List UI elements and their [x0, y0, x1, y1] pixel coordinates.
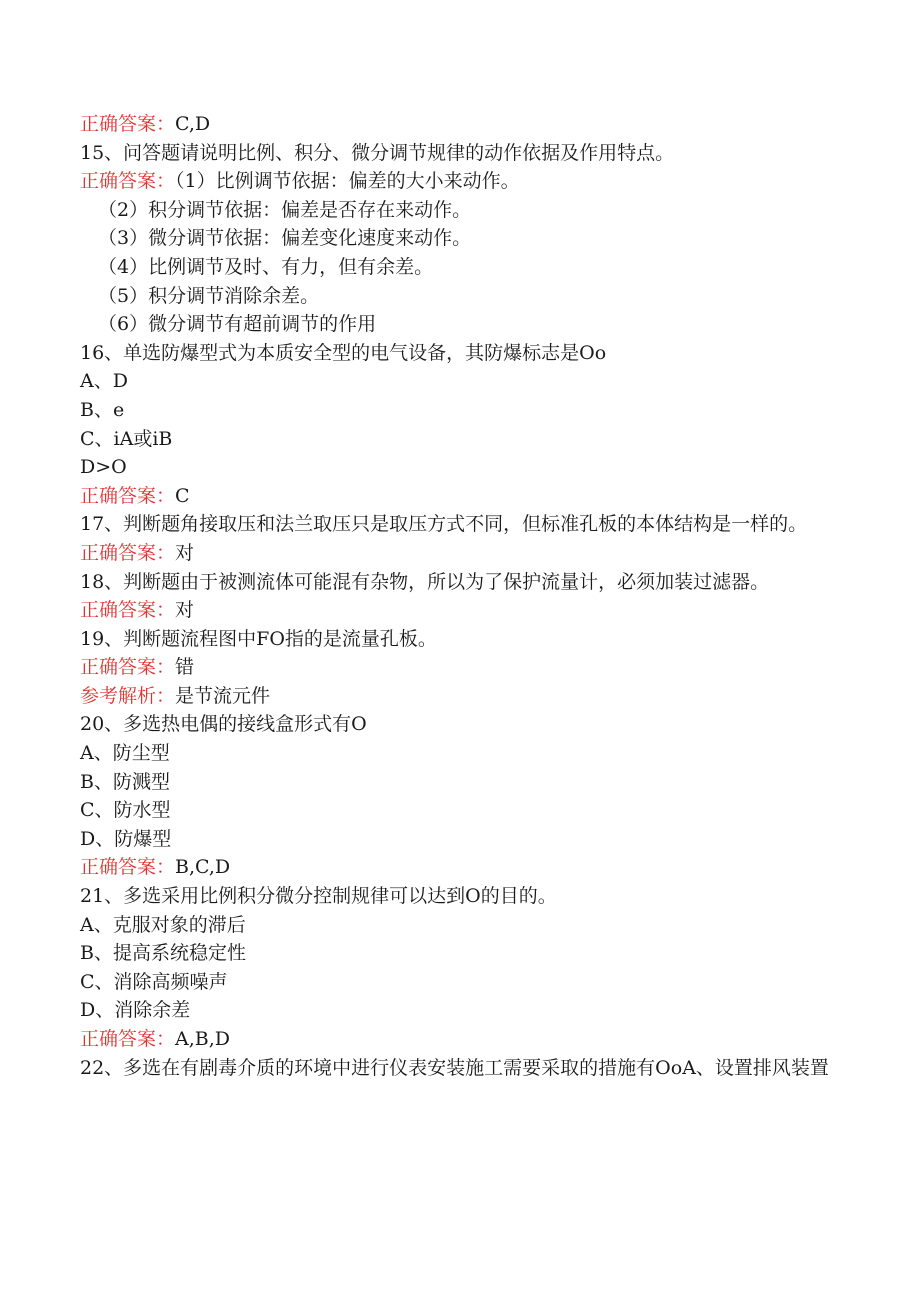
option-item: A、防尘型 — [80, 742, 170, 765]
question-20-stem: 20、多选热电偶的接线盒形式有O — [80, 713, 367, 736]
option-item: C、防水型 — [80, 799, 171, 822]
option-item: C、iA或iB — [80, 427, 173, 450]
answer-continuation: （5）积分调节消除余差。 — [98, 284, 320, 307]
answer-continuation: （2）积分调节依据：偏差是否存在来动作。 — [98, 198, 472, 221]
answer-line-q21 — [80, 1025, 840, 1054]
option-item: A、克服对象的滞后 — [80, 913, 246, 936]
analysis-value: 是节流元件 — [175, 684, 271, 707]
answer-value: B,C,D — [175, 856, 231, 879]
option-item: B、e — [80, 398, 125, 421]
question-22-stem: 22、多选在有剧毒介质的环境中进行仪表安装施工需要采取的措施有OoA、设置排风装置 — [80, 1056, 829, 1079]
answer-value: （1）比例调节依据：偏差的大小来动作。 — [175, 170, 520, 193]
answer-continuation: （4）比例调节及时、有力，但有余差。 — [98, 255, 434, 278]
analysis-line-q19 — [80, 682, 840, 711]
question-18-stem: 18、判断题由于被测流体可能混有杂物，所以为了保护流量计，必须加装过滤器。 — [80, 570, 770, 593]
answer-label: 正确答案： — [80, 856, 176, 879]
answer-value: A,B,D — [175, 1028, 231, 1050]
answer-line-q18 — [80, 596, 840, 625]
answer-line-q19 — [80, 653, 840, 682]
answer-value: C — [175, 484, 190, 507]
answer-value: 对 — [175, 599, 195, 622]
answer-line-q14 — [80, 110, 840, 139]
option-item: C、消除高频噪声 — [80, 970, 228, 993]
answer-value: 对 — [175, 541, 195, 564]
answer-label: 正确答案： — [80, 656, 176, 679]
answer-label: 正确答案： — [80, 113, 176, 135]
option-item: A、D — [80, 370, 128, 393]
answer-label: 正确答案： — [80, 541, 176, 564]
question-21-stem: 21、多选采用比例积分微分控制规律可以达到O的目的。 — [80, 885, 557, 908]
exam-page — [80, 110, 840, 1082]
answer-label: 正确答案： — [80, 1028, 176, 1050]
answer-continuation: （6）微分调节有超前调节的作用 — [98, 313, 377, 336]
answer-line-q16 — [80, 482, 840, 511]
answer-label: 正确答案： — [80, 484, 176, 507]
option-item: B、防溅型 — [80, 770, 170, 793]
option-item: D、防爆型 — [80, 827, 172, 850]
option-item: D、消除余差 — [80, 999, 191, 1022]
answer-continuation: （3）微分调节依据：偏差变化速度来动作。 — [98, 227, 472, 250]
question-19-stem: 19、判断题流程图中FO指的是流量孔板。 — [80, 627, 437, 650]
answer-label: 正确答案： — [80, 599, 176, 622]
option-item: B、提高系统稳定性 — [80, 942, 246, 965]
question-15-stem: 15、问答题请说明比例、积分、微分调节规律的动作依据及作用特点。 — [80, 141, 675, 164]
answer-value: 错 — [175, 656, 195, 679]
question-17-stem: 17、判断题角接取压和法兰取压只是取压方式不同，但标准孔板的本体结构是一样的。 — [80, 513, 808, 536]
answer-line-q15 — [80, 167, 840, 196]
option-item: D>O — [80, 456, 127, 479]
answer-line-q20 — [80, 853, 840, 882]
question-16-stem: 16、单选防爆型式为本质安全型的电气设备，其防爆标志是Oo — [80, 341, 607, 364]
answer-label: 正确答案： — [80, 170, 176, 193]
answer-line-q17 — [80, 539, 840, 568]
analysis-label: 参考解析： — [80, 684, 176, 707]
answer-value: C,D — [175, 113, 211, 135]
